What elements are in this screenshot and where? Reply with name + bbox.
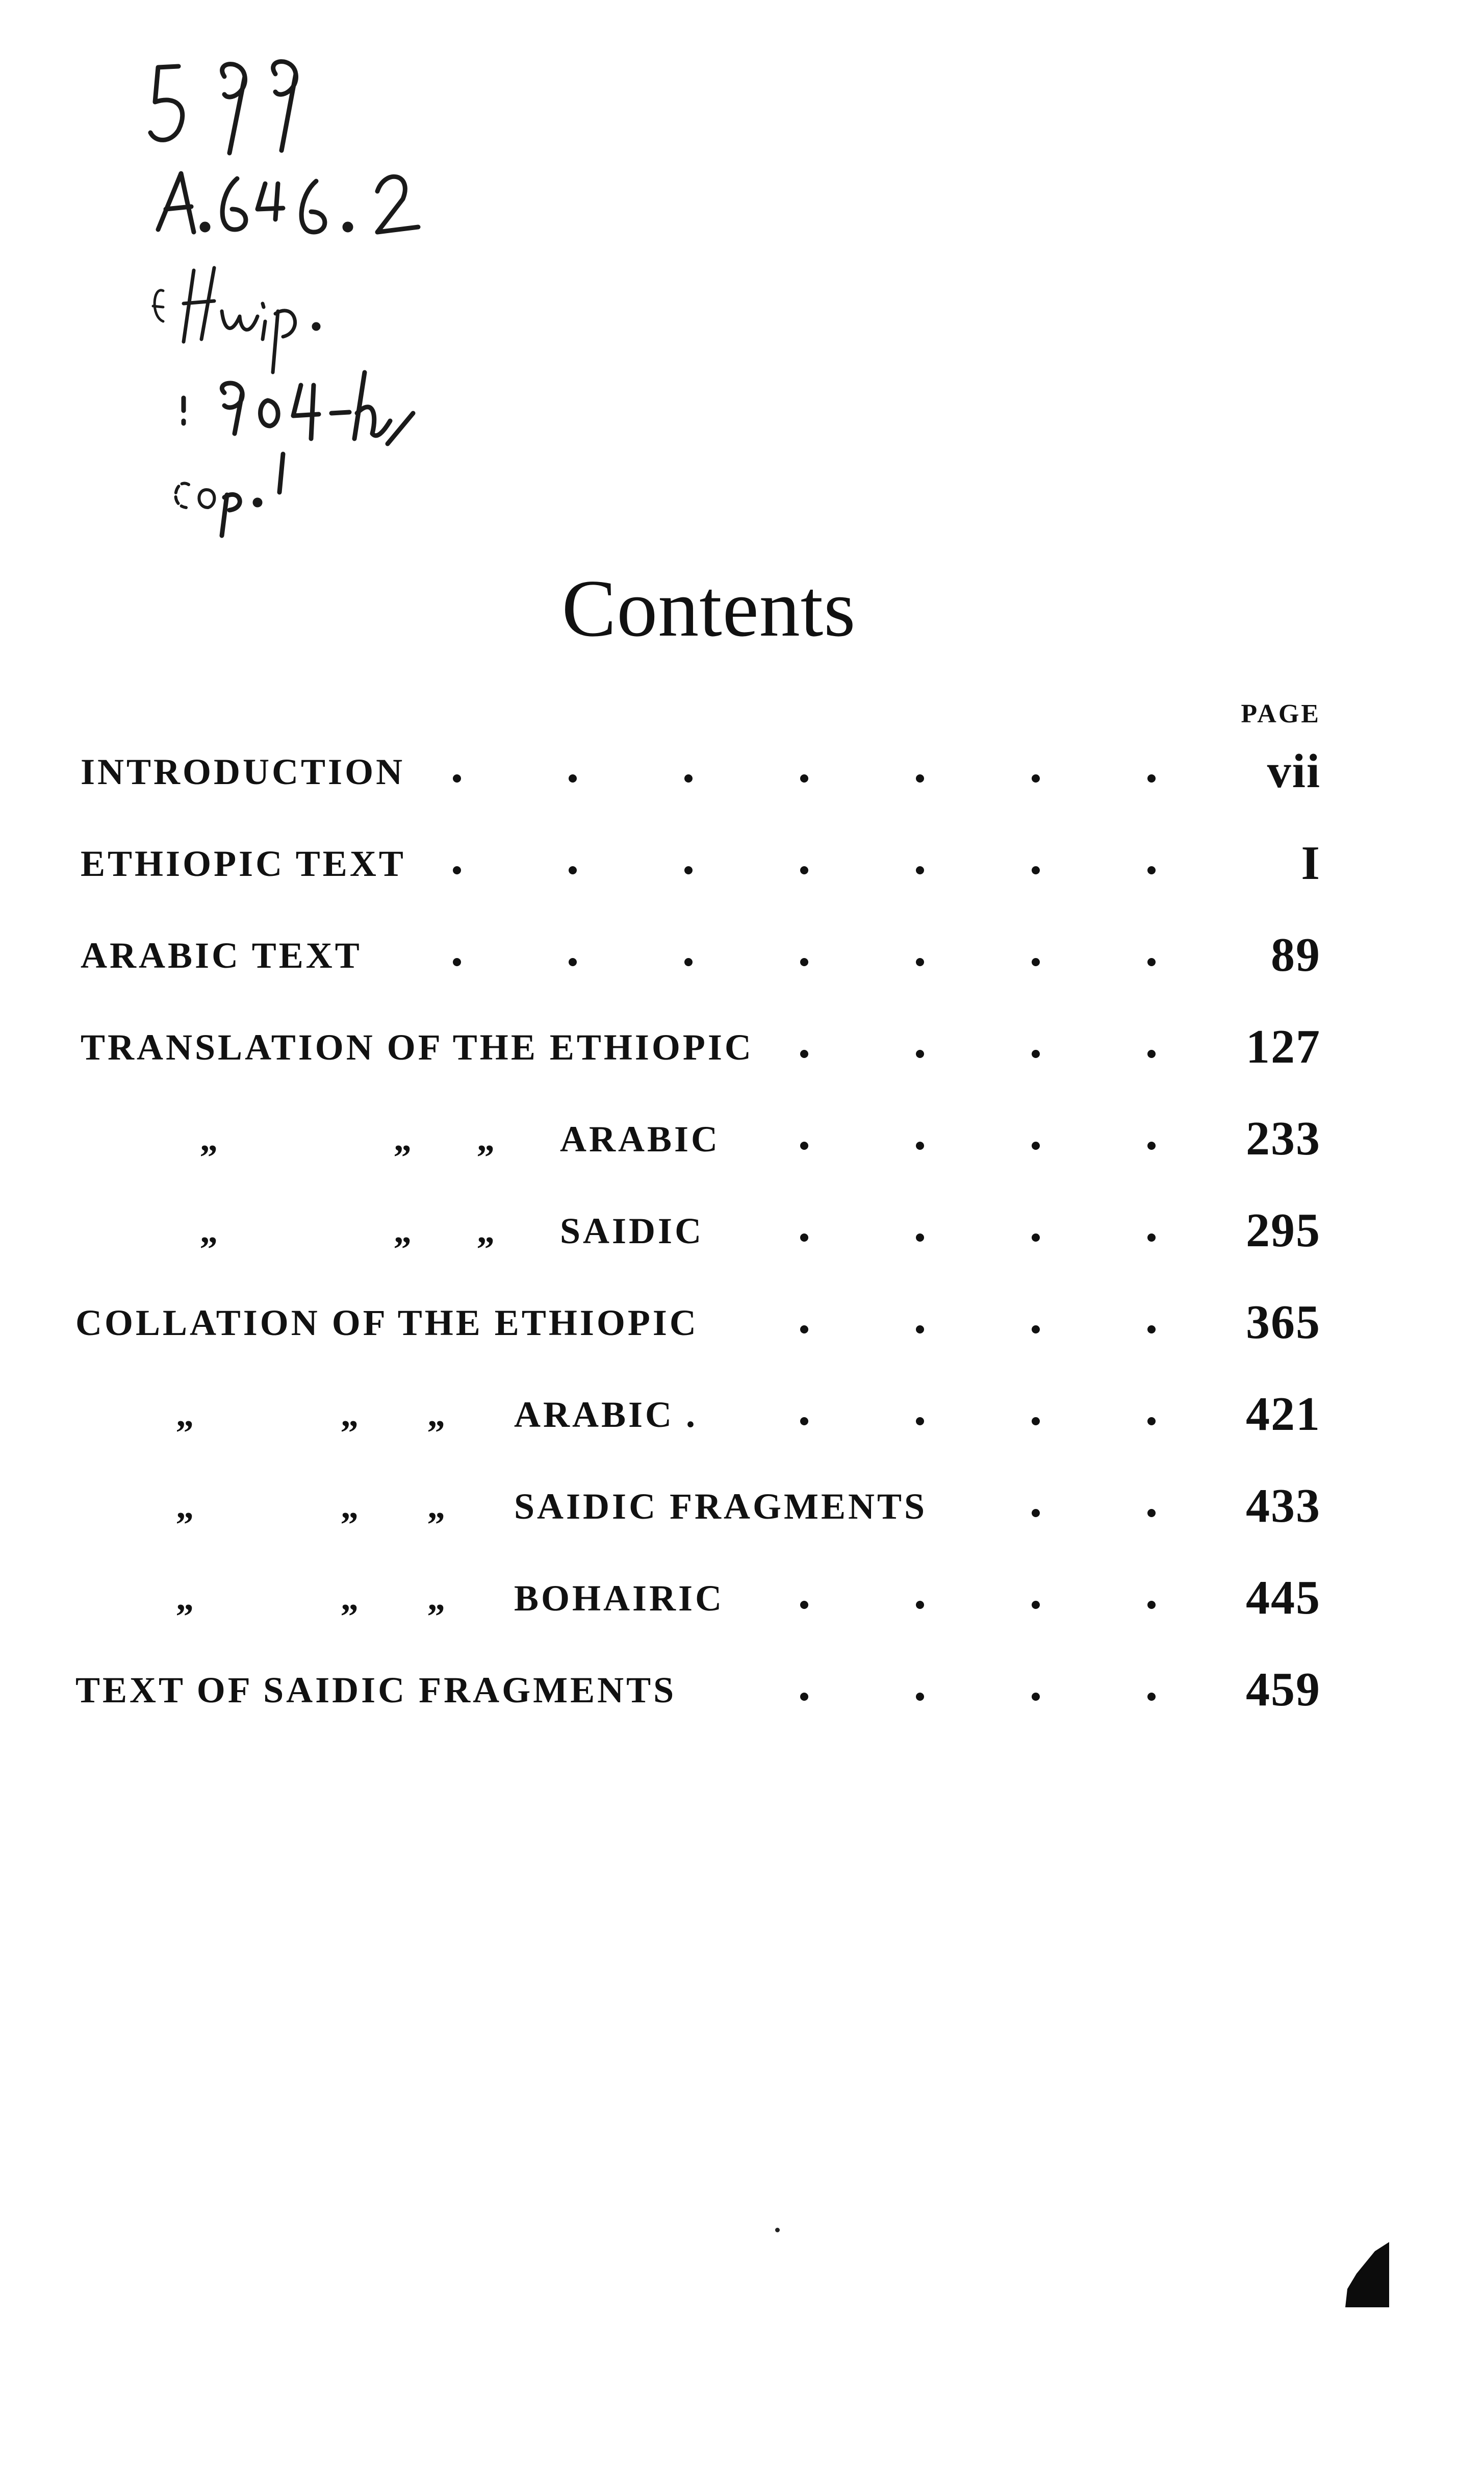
ditto-mark: „ <box>176 1487 194 1526</box>
toc-entry-page: vii <box>1267 745 1321 798</box>
ditto-mark: „ <box>341 1487 359 1526</box>
ditto-mark: „ <box>477 1120 495 1159</box>
ditto-mark: „ <box>176 1395 194 1434</box>
toc-entry-label: SAIDIC FRAGMENTS <box>514 1486 928 1527</box>
ink-speck <box>775 2228 780 2232</box>
ditto-mark: „ <box>394 1212 412 1251</box>
leader-dots <box>0 923 1484 995</box>
toc-entry-label: INTRODUCTION <box>81 751 405 792</box>
toc-entry-page: 89 <box>1271 928 1321 981</box>
toc-entry-page: 433 <box>1246 1479 1321 1532</box>
toc-entry <box>0 740 1484 811</box>
ditto-mark: „ <box>341 1579 359 1618</box>
toc-entry-label: BOHAIRIC <box>514 1578 725 1619</box>
toc-entry <box>0 1291 1484 1362</box>
ditto-mark: „ <box>427 1579 445 1618</box>
toc-entry-label: COLLATION OF THE ETHIOPIC <box>75 1302 699 1343</box>
leader-dots <box>0 832 1484 903</box>
leader-dots <box>0 740 1484 811</box>
toc-entry-label: ARABIC TEXT <box>81 935 362 976</box>
toc-entry-page: 459 <box>1246 1663 1321 1716</box>
toc-entry <box>0 1382 1484 1454</box>
toc-entry-label: TEXT OF SAIDIC FRAGMENTS <box>75 1670 677 1710</box>
toc-entry <box>0 1658 1484 1729</box>
toc-entry-page: 127 <box>1246 1020 1321 1073</box>
page-column-heading: PAGE <box>1241 699 1321 728</box>
toc-entry-label: SAIDIC <box>560 1211 704 1251</box>
toc-entry-page: 295 <box>1246 1204 1321 1257</box>
toc-entry <box>0 923 1484 995</box>
ditto-mark: „ <box>394 1120 412 1159</box>
toc-entry-label: ARABIC . <box>514 1394 698 1435</box>
ditto-mark: „ <box>427 1395 445 1434</box>
ditto-mark: „ <box>427 1487 445 1526</box>
toc-entry-page: 421 <box>1246 1388 1321 1441</box>
toc-entry <box>0 1474 1484 1546</box>
handwritten-shelf-mark <box>148 46 464 633</box>
ditto-mark: „ <box>200 1120 218 1159</box>
toc-entry <box>0 1107 1484 1178</box>
page-corner-stain <box>1345 2242 1389 2307</box>
toc-entry <box>0 1566 1484 1638</box>
page-title: Contents <box>561 563 856 653</box>
ditto-mark: „ <box>341 1395 359 1434</box>
toc-entry <box>0 832 1484 903</box>
toc-entry-page: 233 <box>1246 1112 1321 1165</box>
toc-entry-page: 365 <box>1246 1296 1321 1349</box>
toc-entry-label: ARABIC <box>560 1119 721 1160</box>
toc-entry <box>0 1199 1484 1270</box>
ditto-mark: „ <box>477 1212 495 1251</box>
toc-entry-page: I <box>1301 837 1321 890</box>
toc-entry-label: ETHIOPIC TEXT <box>81 843 406 884</box>
toc-entry-page: 445 <box>1246 1571 1321 1624</box>
toc-entry <box>0 1015 1484 1087</box>
ditto-mark: „ <box>200 1212 218 1251</box>
toc-entry-label: TRANSLATION OF THE ETHIOPIC <box>81 1027 754 1068</box>
ditto-mark: „ <box>176 1579 194 1618</box>
